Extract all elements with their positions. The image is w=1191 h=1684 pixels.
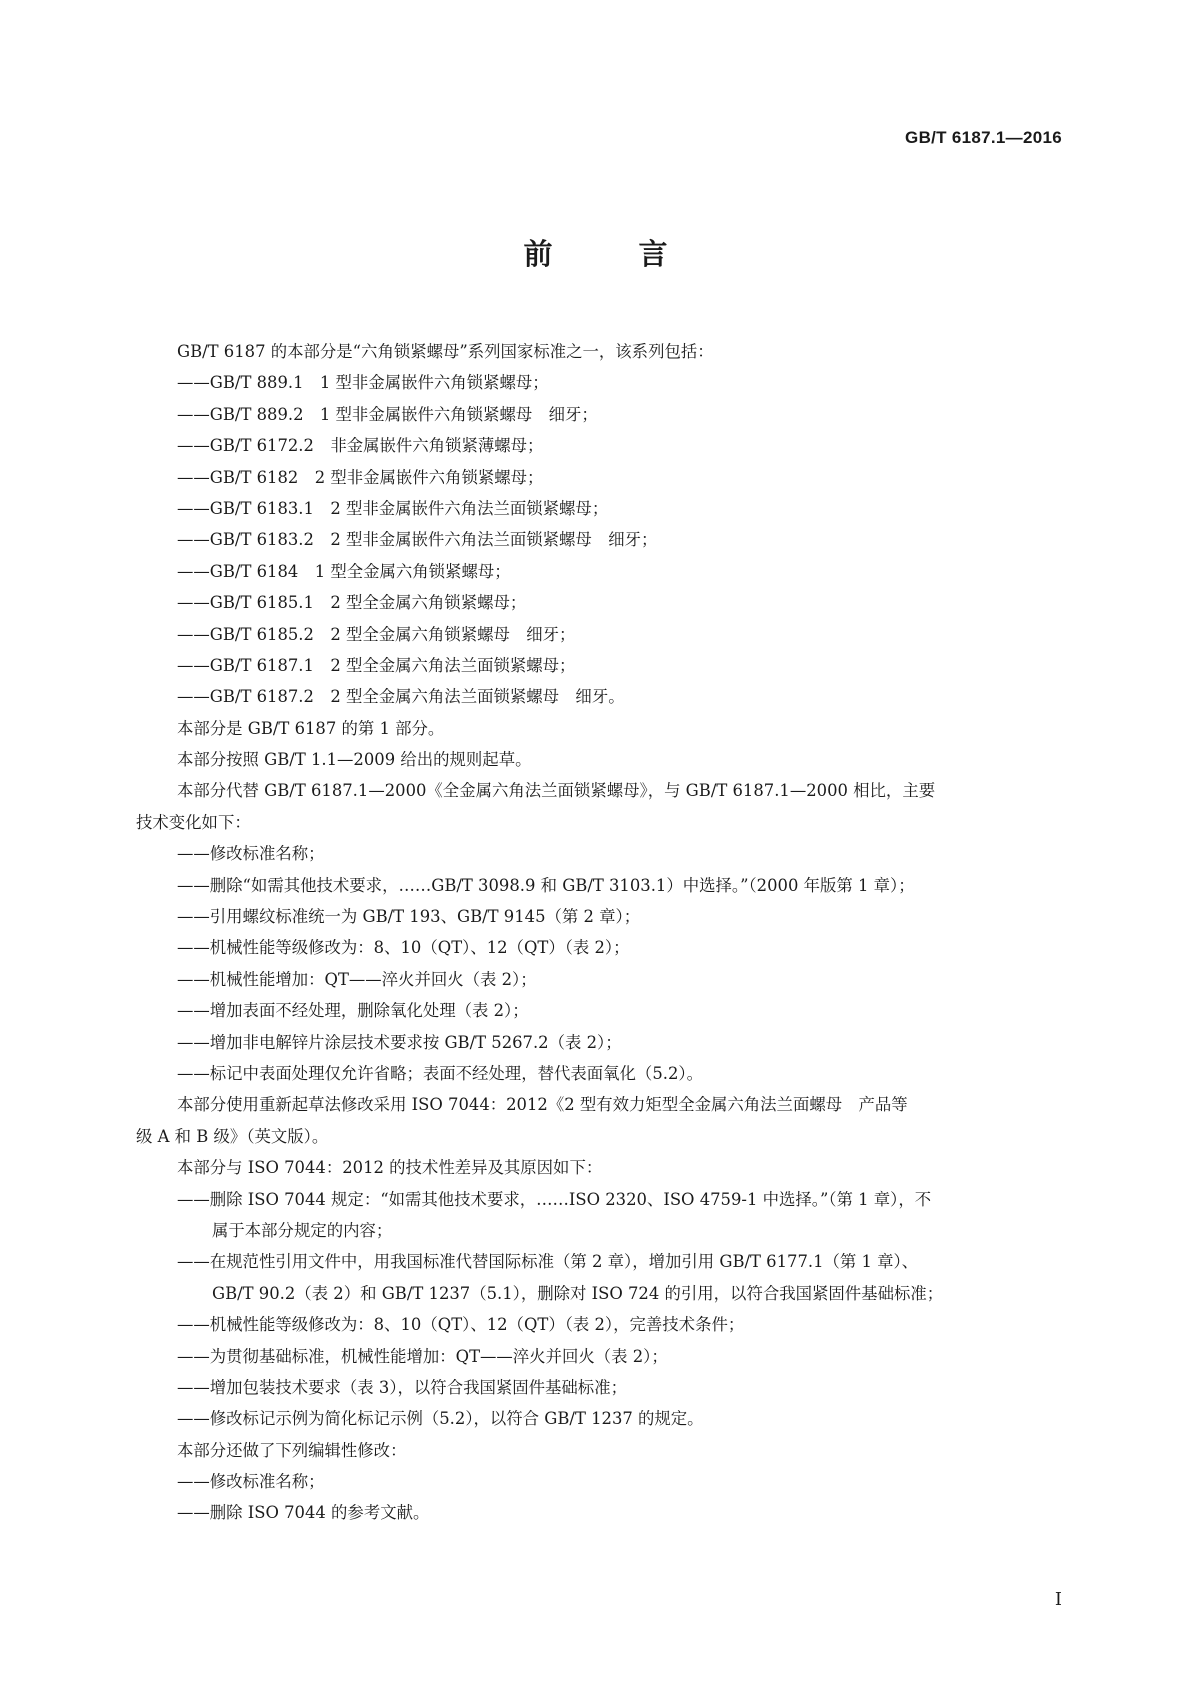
list-item: ——机械性能等级修改为：8、10（QT）、12（QT）（表 2），完善技术条件；	[177, 1315, 745, 1335]
list-item: ——修改标记示例为简化标记示例（5.2），以符合 GB/T 1237 的规定。	[177, 1409, 704, 1429]
list-item-continuation: GB/T 90.2（表 2）和 GB/T 1237（5.1），删除对 ISO 724 的引用，以符合我国紧固件基础标准；	[212, 1283, 944, 1303]
paragraph-continuation: 技术变化如下：	[136, 812, 251, 832]
list-item: ——GB/T 6187.2 2 型全金属六角法兰面锁紧螺母 细牙。	[177, 687, 625, 707]
list-item: ——GB/T 6182 2 型非金属嵌件六角锁紧螺母；	[177, 467, 544, 487]
paragraph: 本部分与 ISO 7044：2012 的技术性差异及其原因如下：	[177, 1158, 603, 1178]
paragraph: 本部分是 GB/T 6187 的第 1 部分。	[177, 718, 445, 738]
list-item: ——GB/T 6187.1 2 型全金属六角法兰面锁紧螺母；	[177, 655, 576, 675]
list-item: ——为贯彻基础标准，机械性能增加：QT——淬火并回火（表 2）；	[177, 1346, 668, 1366]
list-item: ——机械性能增加：QT——淬火并回火（表 2）；	[177, 969, 537, 989]
paragraph: 本部分使用重新起草法修改采用 ISO 7044：2012《2 型有效力矩型全金属六角法兰面螺母 产品等	[177, 1095, 908, 1115]
list-item: ——GB/T 889.2 1 型非金属嵌件六角锁紧螺母 细牙；	[177, 404, 598, 424]
list-item: ——标记中表面处理仅允许省略；表面不经处理，替代表面氧化（5.2）。	[177, 1063, 703, 1083]
list-item: ——GB/T 6183.2 2 型非金属嵌件六角法兰面锁紧螺母 细牙；	[177, 530, 658, 550]
list-item: ——机械性能等级修改为：8、10（QT）、12（QT）（表 2）；	[177, 938, 630, 958]
paragraph: 本部分代替 GB/T 6187.1—2000《全金属六角法兰面锁紧螺母》，与 GB/T 6187.1—2000 相比，主要	[177, 781, 936, 801]
page-number: I	[1054, 1589, 1062, 1610]
list-item: ——GB/T 889.1 1 型非金属嵌件六角锁紧螺母；	[177, 373, 549, 393]
list-item-continuation: 属于本部分规定的内容；	[212, 1220, 393, 1240]
list-item: ——在规范性引用文件中，用我国标准代替国际标准（第 2 章），增加引用 GB/T 6177.1（第 1 章）、	[177, 1252, 919, 1272]
list-item: ——引用螺纹标准统一为 GB/T 193、GB/T 9145（第 2 章）；	[177, 907, 641, 927]
list-item: ——GB/T 6184 1 型全金属六角锁紧螺母；	[177, 561, 511, 581]
page-title: 前 言	[523, 237, 706, 271]
list-item: ——增加表面不经处理，删除氧化处理（表 2）；	[177, 1001, 529, 1021]
paragraph-continuation: 级 A 和 B 级》（英文版）。	[136, 1126, 329, 1146]
list-item: ——增加非电解锌片涂层技术要求按 GB/T 5267.2（表 2）；	[177, 1032, 622, 1052]
list-item: ——删除 ISO 7044 的参考文献。	[177, 1503, 430, 1523]
list-item: ——增加包装技术要求（表 3），以符合我国紧固件基础标准；	[177, 1377, 627, 1397]
list-item: ——GB/T 6185.2 2 型全金属六角锁紧螺母 细牙；	[177, 624, 576, 644]
paragraph: 本部分按照 GB/T 1.1—2009 给出的规则起草。	[177, 750, 532, 770]
paragraph: 本部分还做了下列编辑性修改：	[177, 1440, 407, 1460]
list-item: ——修改标准名称；	[177, 844, 325, 864]
list-item: ——GB/T 6185.1 2 型全金属六角锁紧螺母；	[177, 593, 527, 613]
list-item: ——GB/T 6183.1 2 型非金属嵌件六角法兰面锁紧螺母；	[177, 498, 609, 518]
list-item: ——删除“如需其他技术要求，……GB/T 3098.9 和 GB/T 3103.1）中选择。”（2000 年版第 1 章）；	[177, 875, 915, 895]
paragraph: GB/T 6187 的本部分是“六角锁紧螺母”系列国家标准之一，该系列包括：	[177, 342, 714, 361]
standard-number: GB/T 6187.1—2016	[905, 128, 1062, 147]
list-item: ——修改标准名称；	[177, 1472, 325, 1492]
list-item: ——删除 ISO 7044 规定：“如需其他技术要求，……ISO 2320、ISO 4759-1 中选择。”（第 1 章），不	[177, 1189, 932, 1209]
document-body	[136, 336, 1067, 1529]
list-item: ——GB/T 6172.2 非金属嵌件六角锁紧薄螺母；	[177, 436, 544, 456]
